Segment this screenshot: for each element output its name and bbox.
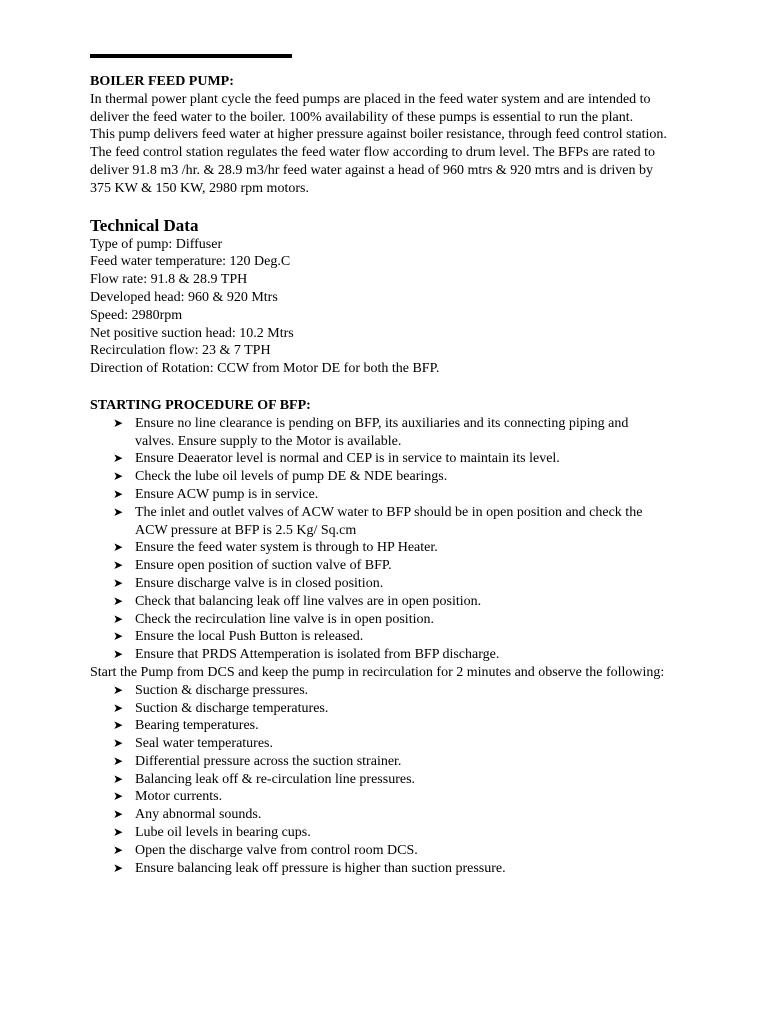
list-item-text: Check the lube oil levels of pump DE & NDE bearings. — [135, 469, 448, 485]
tech-item: Net positive suction head: 10.2 Mtrs — [90, 325, 294, 341]
arrowhead-bullet-icon: ➤ — [113, 736, 124, 751]
list-item — [90, 806, 670, 824]
list-item-text: Ensure open position of suction valve of BFP. — [135, 558, 392, 574]
arrowhead-bullet-icon: ➤ — [113, 789, 124, 804]
list-item — [90, 468, 670, 486]
list-item-text: Lube oil levels in bearing cups. — [135, 825, 311, 841]
list-item-text: Motor currents. — [135, 789, 223, 805]
list-item-text: Any abnormal sounds. — [135, 807, 262, 823]
intro-paragraph-2: This pump delivers feed water at higher pressure against boiler resistance, through feed control station. The feed control station regulates the feed water flow according to drum level. The BFPs are rated to deliver 91.8 m3 /hr. & 28.9 m3/hr feed water against a head of 960 mtrs & 920 mtrs and is driven by 375 KW & 150 KW, 2980 rpm motors. — [90, 127, 667, 196]
list-item-text: The inlet and outlet valves of ACW water to BFP should be in open position and check the ACW pressure at BFP is 2.5 Kg/ Sq.cm — [135, 504, 643, 538]
observe-intro: Start the Pump from DCS and keep the pump in recirculation for 2 minutes and observe the following: — [90, 664, 665, 680]
tech-item: Developed head: 960 & 920 Mtrs — [90, 289, 278, 305]
list-item — [90, 575, 670, 593]
list-item — [90, 771, 670, 789]
list-item-text: Check the recirculation line valve is in open position. — [135, 611, 434, 627]
list-item-text: Ensure balancing leak off pressure is higher than suction pressure. — [135, 860, 506, 876]
list-item — [90, 415, 670, 451]
arrowhead-bullet-icon: ➤ — [113, 469, 124, 484]
technical-data-title: Technical Data — [90, 215, 199, 235]
list-item — [90, 557, 670, 575]
list-item — [90, 593, 670, 611]
list-item-text: Check that balancing leak off line valves are in open position. — [135, 593, 482, 609]
tech-item: Direction of Rotation: CCW from Motor DE for both the BFP. — [90, 361, 440, 377]
list-item — [90, 539, 670, 557]
list-item — [90, 860, 670, 878]
list-item — [90, 682, 670, 700]
header-rule — [90, 54, 292, 58]
list-item-text: Bearing temperatures. — [135, 718, 259, 734]
arrowhead-bullet-icon: ➤ — [113, 842, 124, 857]
list-item — [90, 842, 670, 860]
list-item — [90, 486, 670, 504]
arrowhead-bullet-icon: ➤ — [113, 700, 124, 715]
list-item-text: Ensure discharge valve is in closed position. — [135, 575, 384, 591]
tech-item: Recirculation flow: 23 & 7 TPH — [90, 343, 271, 359]
list-item — [90, 824, 670, 842]
arrowhead-bullet-icon: ➤ — [113, 825, 124, 840]
intro-paragraph-1: In thermal power plant cycle the feed pumps are placed in the feed water system and are intended to deliver the feed water to the boiler. 100% availability of these pumps is essential to run the plant. — [90, 91, 651, 125]
arrowhead-bullet-icon: ➤ — [113, 593, 124, 608]
list-item — [90, 611, 670, 629]
tech-item: Flow rate: 91.8 & 28.9 TPH — [90, 272, 248, 288]
list-item — [90, 788, 670, 806]
arrowhead-bullet-icon: ➤ — [113, 415, 124, 430]
list-item-text: Ensure no line clearance is pending on BFP, its auxiliaries and its connecting piping and valves. Ensure supply to the Motor is available. — [135, 415, 629, 449]
document-page — [90, 54, 670, 877]
list-item-text: Ensure the local Push Button is released. — [135, 629, 364, 645]
list-item-text: Ensure the feed water system is through to HP Heater. — [135, 540, 438, 556]
list-item — [90, 753, 670, 771]
list-item-text: Balancing leak off & re-circulation line pressures. — [135, 771, 416, 787]
arrowhead-bullet-icon: ➤ — [113, 451, 124, 466]
technical-data-list — [90, 236, 670, 378]
arrowhead-bullet-icon: ➤ — [113, 486, 124, 501]
tech-item: Type of pump: Diffuser — [90, 236, 223, 252]
arrowhead-bullet-icon: ➤ — [113, 629, 124, 644]
list-item-text: Open the discharge valve from control room DCS. — [135, 842, 418, 858]
list-item-text: Ensure ACW pump is in service. — [135, 486, 319, 502]
arrowhead-bullet-icon: ➤ — [113, 771, 124, 786]
arrowhead-bullet-icon: ➤ — [113, 558, 124, 573]
arrowhead-bullet-icon: ➤ — [113, 753, 124, 768]
tech-item: Feed water temperature: 120 Deg.C — [90, 254, 291, 270]
arrowhead-bullet-icon: ➤ — [113, 718, 124, 733]
list-item — [90, 504, 670, 540]
list-item — [90, 450, 670, 468]
list-item — [90, 700, 670, 718]
tech-item: Speed: 2980rpm — [90, 307, 183, 323]
arrowhead-bullet-icon: ➤ — [113, 807, 124, 822]
arrowhead-bullet-icon: ➤ — [113, 504, 124, 519]
list-item-text: Suction & discharge temperatures. — [135, 700, 329, 716]
section-title-boiler-feed-pump: BOILER FEED PUMP: — [90, 74, 234, 89]
arrowhead-bullet-icon: ➤ — [113, 611, 124, 626]
starting-procedure-title: STARTING PROCEDURE OF BFP: — [90, 397, 311, 413]
list-item-text: Ensure Deaerator level is normal and CEP is in service to maintain its level. — [135, 451, 560, 467]
list-item-text: Suction & discharge pressures. — [135, 682, 309, 698]
starting-steps-list — [90, 415, 670, 664]
arrowhead-bullet-icon: ➤ — [113, 540, 124, 555]
arrowhead-bullet-icon: ➤ — [113, 860, 124, 875]
list-item — [90, 735, 670, 753]
arrowhead-bullet-icon: ➤ — [113, 647, 124, 662]
list-item — [90, 717, 670, 735]
list-item-text: Seal water temperatures. — [135, 736, 273, 752]
list-item — [90, 646, 670, 664]
list-item — [90, 628, 670, 646]
list-item-text: Ensure that PRDS Attemperation is isolated from BFP discharge. — [135, 647, 500, 663]
arrowhead-bullet-icon: ➤ — [113, 682, 124, 697]
observe-list — [90, 682, 670, 878]
arrowhead-bullet-icon: ➤ — [113, 575, 124, 590]
list-item-text: Differential pressure across the suction strainer. — [135, 753, 402, 769]
